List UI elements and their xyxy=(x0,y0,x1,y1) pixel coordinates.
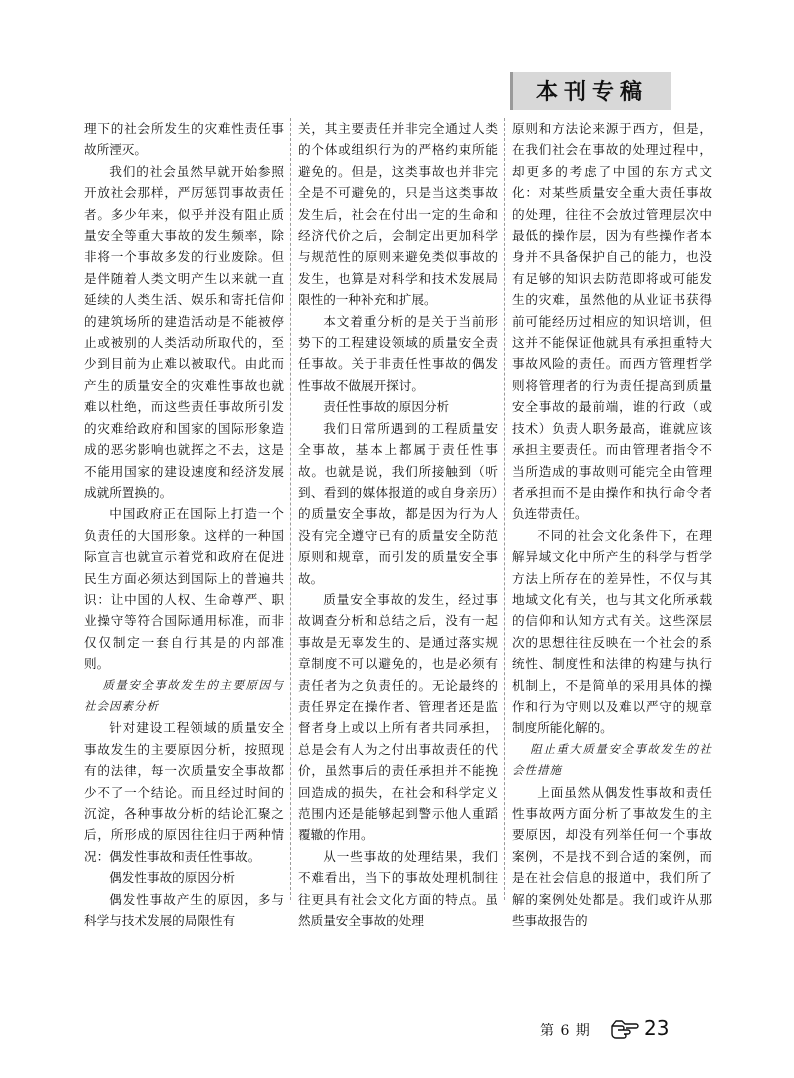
body-paragraph: 中国政府正在国际上打造一个负责任的大国形象。这样的一种国际宣言也就宣示着党和政府在促进民生方面必须达到国际上的普遍共识：让中国的人权、生命尊严、职业操守等符合国际通用标准，而非仅仅制定一套自行其是的内部准则。 xyxy=(84,506,284,672)
body-paragraph: 不同的社会文化条件下，在理解异域文化中所产生的科学与哲学方法上所存在的差异性，不仅与其地域文化有关，也与其文化所承载的信仰和认知方式有关。这些深层次的思想往往反映在一个社会的系统性、制度性和法律的构建与执行机制上，不是简单的采用具体的操作和行为守则以及难以严守的规章制度所能化解的。 xyxy=(512,527,712,736)
section-heading: 阻止重大质量安全事故发生的社会性措施 xyxy=(512,741,712,778)
body-paragraph: 上面虽然从偶发性事故和责任性事故两方面分析了事故发生的主要原因，却没有列举任何一个事故案例，不是找不到合适的案例，而是在社会信息的报道中，我们所了解的案例处处都是。我们或许从那些事故报告的 xyxy=(512,784,712,929)
page-footer xyxy=(540,1018,700,1042)
section-heading: 质量安全事故发生的主要原因与社会因素分析 xyxy=(84,677,284,713)
body-paragraph: 针对建设工程领域的质量安全事故发生的主要原因分析，按照现有的法律，每一次质量安全事故都少不了一个结论。而且经过时间的沉淀，各种事故分析的结论汇聚之后，所形成的原因往往归于两种情况：偶发性事故和责任性事故。 xyxy=(84,720,284,864)
text-column-2 xyxy=(298,118,498,929)
column-divider xyxy=(504,118,505,900)
section-title: 本刊专稿 xyxy=(535,80,648,105)
section-banner xyxy=(510,72,671,110)
body-paragraph: 我们的社会虽然早就开始参照开放社会那样，严厉惩罚事故责任者。多少年来，似乎并没有阻止质量安全等重大事故的发生频率，除非将一个事故多发的行业废除。但是伴随着人类文明产生以来就一直延续的人类生活、娱乐和寄托信仰的建筑场所的建造活动是不能被停止或被别的人类活动所取代的，至少到目前为止难以被取代。由此而产生的质量安全的灾难性事故也就难以杜绝，而这些责任事故所引发的灾难给政府和国家的国际形象造成的恶劣影响也就挥之不去，这是不能用国家的建设速度和经济发展成就所置换的。 xyxy=(84,163,284,500)
body-paragraph: 本文着重分析的是关于当前形势下的工程建设领域的质量安全责任事故。关于非责任性事故的偶发性事故不做展开探讨。 xyxy=(298,313,498,393)
body-paragraph: 理下的社会所发生的灾难性责任事故所湮灭。 xyxy=(84,121,284,158)
section-heading: 偶发性事故的原因分析 xyxy=(109,870,236,886)
body-paragraph: 偶发性事故产生的原因，多与科学与技术发展的局限性有 xyxy=(84,891,284,929)
body-paragraph: 从一些事故的处理结果，我们不难看出，当下的事故处理机制往往更具有社会文化方面的特点。虽然质量安全事故的处理 xyxy=(298,848,498,929)
issue-label: 第 6 期 xyxy=(540,1023,591,1039)
section-heading: 责任性事故的原因分析 xyxy=(323,399,450,415)
text-column-3 xyxy=(512,118,712,929)
body-paragraph: 我们日常所遇到的工程质量安全事故，基本上都属于责任性事故。也就是说，我们所接触到（听到、看到的媒体报道的或自身亲历）的质量安全事故，都是因为行为人没有完全遵守已有的质量安全防范原则和规章，而引发的质量安全事故。 xyxy=(298,420,498,586)
pointing-hand-icon xyxy=(610,1019,638,1039)
page-number: 23 xyxy=(644,1016,670,1040)
body-paragraph: 质量安全事故的发生，经过事故调查分析和总结之后，没有一起事故是无辜发生的、是通过落实规章制度不可以避免的，也是必须有责任者为之负责任的。无论最终的责任界定在操作者、管理者还是监督者身上或以上所有者共同承担，总是会有人为之付出事故责任的代价，虽然事后的责任承担并不能挽回造成的损失，在社会和科学定义范围内还是能够起到警示他人重蹈覆辙的作用。 xyxy=(298,591,498,843)
body-paragraph: 关，其主要责任并非完全通过人类的个体或组织行为的严格约束所能避免的。但是，这类事故也并非完全是不可避免的，只是当这类事故发生后，社会在付出一定的生命和经济代价之后，会制定出更加科学与规范性的原则来避免类似事故的发生，也算是对科学和技术发展局限性的一种补充和扩展。 xyxy=(298,121,498,308)
body-paragraph: 原则和方法论来源于西方，但是，在我们社会在事故的处理过程中，却更多的考虑了中国的东方式文化：对某些质量安全重大责任事故的处理，往往不会放过管理层次中最低的操作层，因为有些操作者本身并不具备保护自己的能力，也没有足够的知识去防范即将或可能发生的灾难，虽然他的从业证书获得前可能经历过相应的知识培训，但这并不能保证他就具有承担重特大事故风险的责任。而西方管理哲学则将管理者的行为责任提高到质量安全事故的最前端，谁的行政（或技术）负责人职务最高，谁就应该承担主要责任。而由管理者指令不当所造成的事故则可能完全由管理者承担而不是由操作和执行命令者负连带责任。 xyxy=(512,121,712,522)
column-divider xyxy=(290,118,291,900)
text-column-1 xyxy=(84,118,284,929)
